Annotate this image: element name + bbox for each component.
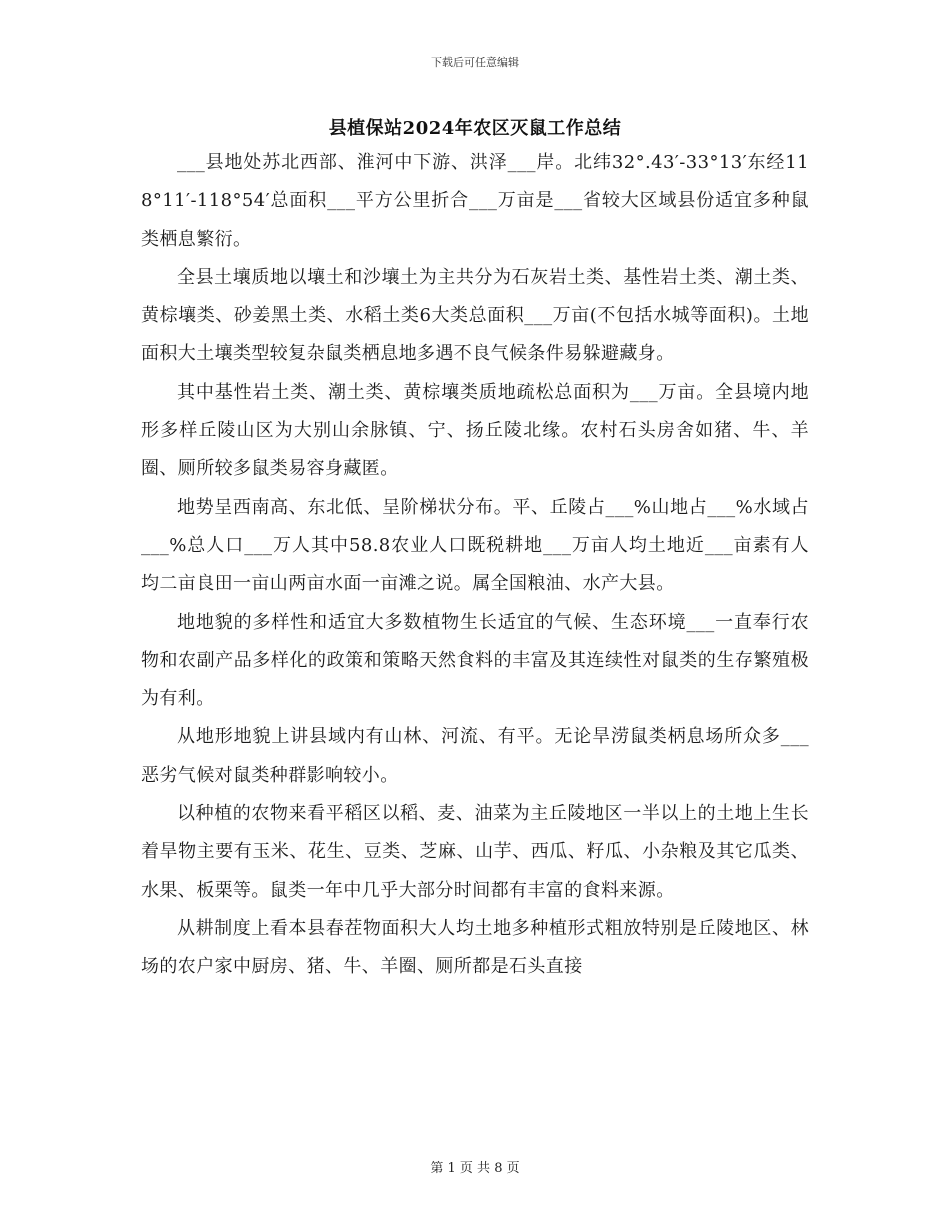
document-body — [141, 144, 809, 987]
paragraph-habitat: 从地形地貌上讲县域内有山林、河流、有平。无论旱涝鼠类柄息场所众多___恶劣气候对鼠类种群影响较小。 — [141, 726, 809, 786]
paragraph-soil-types: 全县土壤质地以壤土和沙壤土为主共分为石灰岩土类、基性岩土类、潮土类、黄棕壤类、砂姜黑土类、水稻土类6大类总面积___万亩(不包括水城等面积)。土地面积大土壤类型较复杂鼠类栖息地多遇不良气候条件易躲避藏身。 — [141, 266, 809, 365]
paragraph-ecology: 地地貌的多样性和适宜大多数植物生长适宜的气候、生态环境___一直奉行农物和农副产品多样化的政策和策略天然食料的丰富及其连续性对鼠类的生存繁殖极为有利。 — [141, 611, 809, 710]
page-number: 第 1 页 共 8 页 — [430, 1161, 520, 1176]
paragraph-location: ___县地处苏北西部、淮河中下游、洪泽___岸。北纬32°.43′-33°13′东经118°11′-118°54′总面积___平方公里折合___万亩是___省较大区域县份适宜多种鼠类栖息繁衍。 — [141, 152, 809, 250]
paragraph-topography-population: 地势呈西南高、东北低、呈阶梯状分布。平、丘陵占___%山地占___%水域占___%总人口___万人其中58.8农业人口既税耕地___万亩人均土地近___亩素有人均二亩良田一亩山两亩水面一亩滩之说。属全国粮油、水产大县。 — [141, 496, 809, 595]
paragraph-farming-system: 从耕制度上看本县春茬物面积大人均土地多种植形式粗放特别是丘陵地区、林场的农户家中厨房、猪、牛、羊圈、厕所都是石头直接 — [141, 917, 809, 978]
document-title: 县植保站2024年农区灭鼠工作总结 — [328, 118, 622, 139]
paragraph-crops: 以种植的农物来看平稻区以稻、麦、油菜为主丘陵地区一半以上的土地上生长着旱物主要有玉米、花生、豆类、芝麻、山芋、西瓜、籽瓜、小杂粮及其它瓜类、水果、板栗等。鼠类一年中几乎大部分时间都有丰富的食料来源。 — [141, 803, 809, 901]
paragraph-terrain: 其中基性岩土类、潮土类、黄棕壤类质地疏松总面积为___万亩。全县境内地形多样丘陵山区为大别山余脉镇、宁、扬丘陵北缘。农村石头房舍如猪、牛、羊圈、厕所较多鼠类易容身藏匿。 — [141, 381, 809, 480]
page-header-note: 下载后可任意编辑 — [431, 56, 519, 69]
